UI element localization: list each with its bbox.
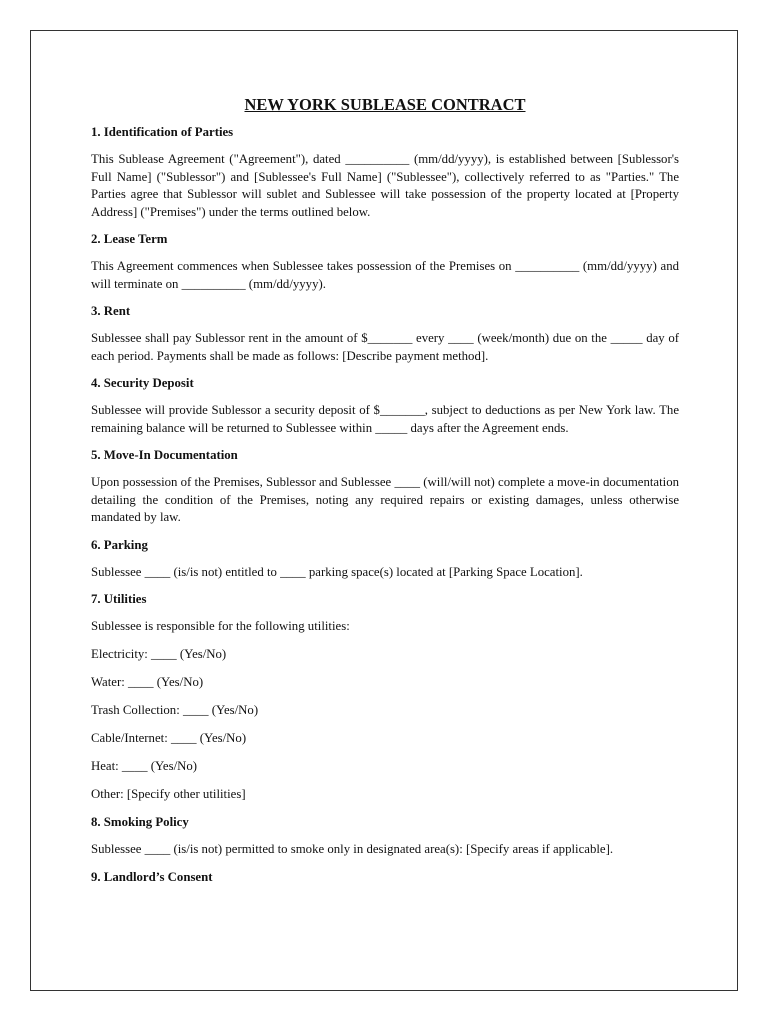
section-paragraph-parking: Sublessee ____ (is/is not) entitled to ____ parking space(s) located at [Parking Space Location].	[91, 564, 583, 579]
utility-item-water: Water: ____ (Yes/No)	[91, 675, 204, 689]
document-title: NEW YORK SUBLEASE CONTRACT	[244, 95, 526, 114]
section-heading-lease-term: 2. Lease Term	[91, 232, 168, 246]
section-heading-parking: 6. Parking	[91, 537, 148, 552]
section-heading-smoking: 8. Smoking Policy	[91, 815, 189, 829]
utilities-intro: Sublessee is responsible for the following utilities:	[91, 619, 350, 633]
section-paragraph-lease-term: This Agreement commences when Sublessee takes possession of the Premises on __________ (mm/dd/yyyy) and will terminate on __________ (mm/dd/yyyy).	[91, 259, 679, 291]
utility-item-cable: Cable/Internet: ____ (Yes/No)	[91, 731, 247, 745]
section-paragraph-security-deposit: Sublessee will provide Sublessor a security deposit of $_______, subject to deductions as per New York law. The remaining balance will be returned to Sublessee within _____ days after the Agreement ends.	[91, 403, 679, 435]
document-content	[91, 95, 679, 896]
section-heading-landlord-consent: 9. Landlord’s Consent	[91, 869, 213, 884]
section-heading-identification: 1. Identification of Parties	[91, 125, 234, 139]
section-heading-security-deposit: 4. Security Deposit	[91, 376, 194, 390]
document-page	[30, 30, 738, 991]
section-heading-move-in: 5. Move-In Documentation	[91, 448, 238, 462]
utility-item-trash: Trash Collection: ____ (Yes/No)	[91, 703, 259, 717]
utility-item-heat: Heat: ____ (Yes/No)	[91, 759, 198, 773]
section-paragraph-move-in: Upon possession of the Premises, Sublessor and Sublessee ____ (will/will not) complete a move-in documentation detailing the condition of the Premises, noting any required repairs or existing damages, unless otherwise mandated by law.	[91, 475, 679, 524]
section-paragraph-identification: This Sublease Agreement ("Agreement"), dated __________ (mm/dd/yyyy), is established between [Sublessor's Full Name] ("Sublessor") and [Sublessee's Full Name] ("Sublessee"), collectively referred to as "Parties." The Parties agree that Sublessor will sublet and Sublessee will take possession of the property located at [Property Address] ("Premises") under the terms outlined below.	[91, 152, 679, 219]
section-paragraph-rent: Sublessee shall pay Sublessor rent in the amount of $_______ every ____ (week/month) due on the _____ day of each period. Payments shall be made as follows: [Describe payment method].	[91, 331, 679, 363]
utility-item-electricity: Electricity: ____ (Yes/No)	[91, 647, 227, 661]
section-heading-rent: 3. Rent	[91, 304, 131, 318]
utility-item-other: Other: [Specify other utilities]	[91, 787, 246, 801]
section-paragraph-smoking: Sublessee ____ (is/is not) permitted to smoke only in designated area(s): [Specify areas if applicable].	[91, 842, 614, 856]
section-heading-utilities: 7. Utilities	[91, 592, 147, 606]
